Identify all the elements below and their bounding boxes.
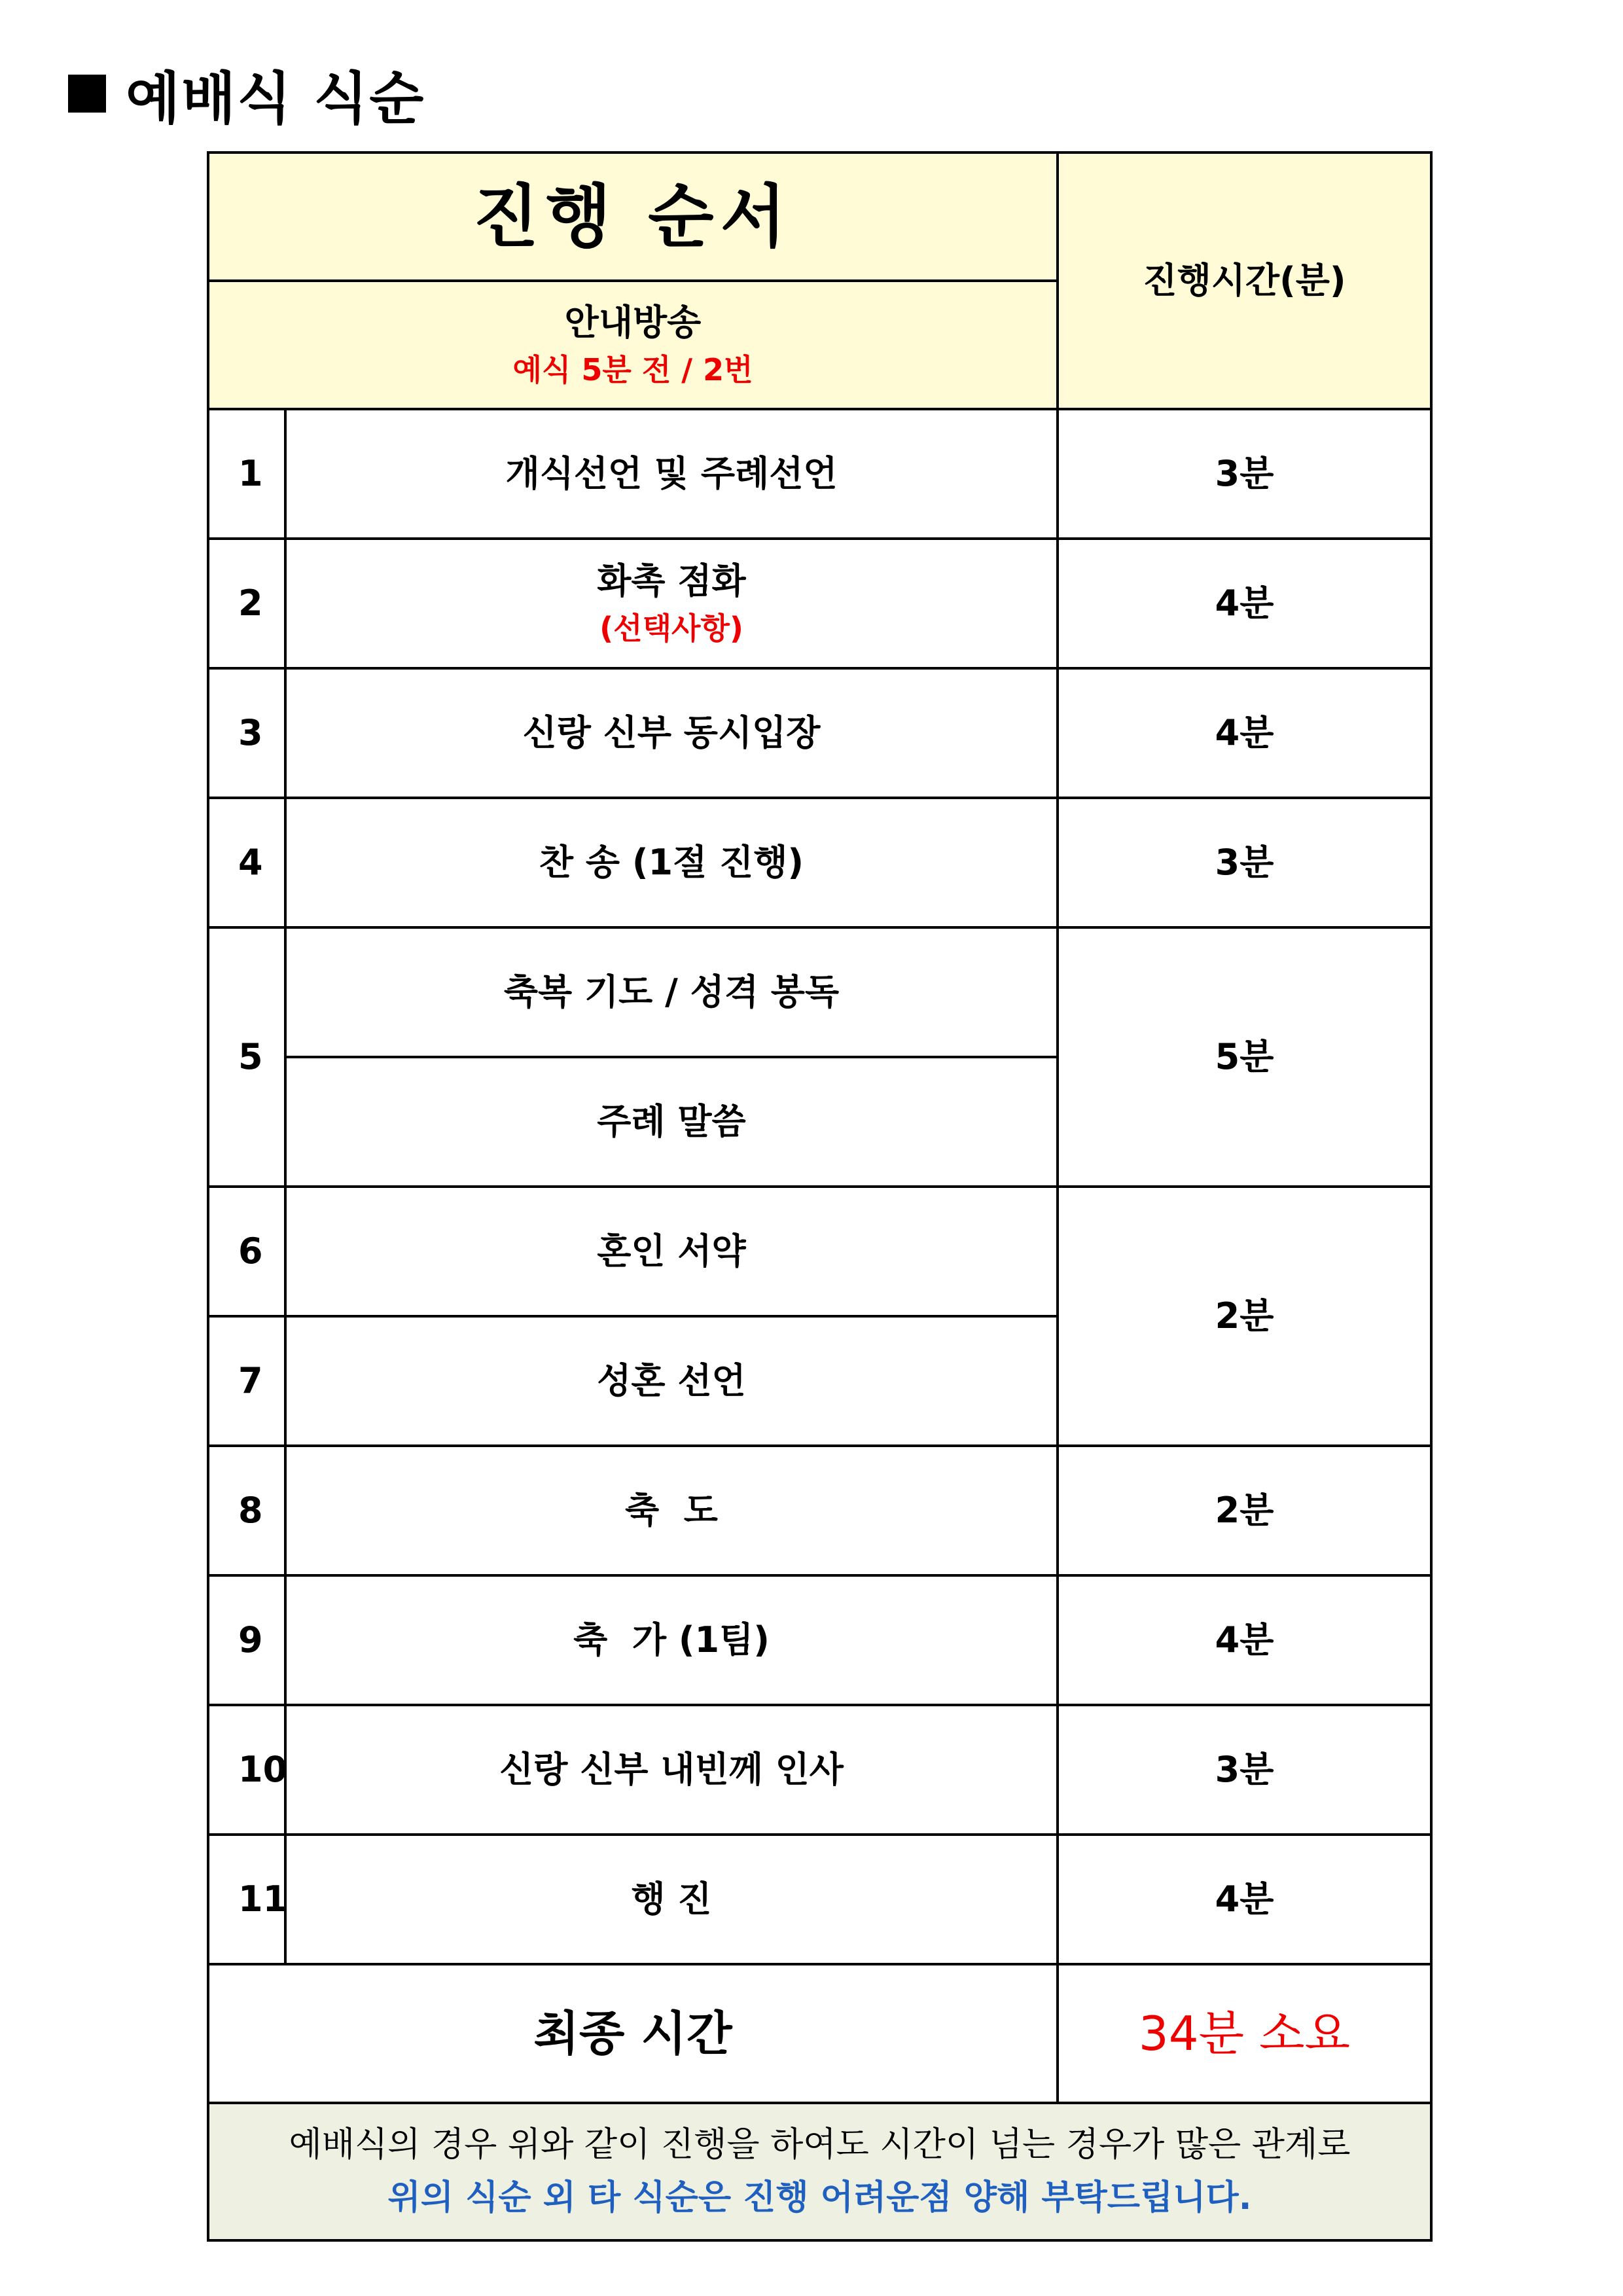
row-label: 성혼 선언 xyxy=(285,1316,1058,1446)
page-heading xyxy=(68,58,425,130)
row-time: 4분 xyxy=(1058,1835,1431,1964)
schedule-table xyxy=(207,151,1433,2242)
total-label: 최종 시간 xyxy=(208,1964,1058,2103)
row-number: 9 xyxy=(208,1575,285,1705)
square-bullet-icon xyxy=(68,75,106,113)
table-row xyxy=(208,1835,1431,1964)
table-row xyxy=(208,927,1431,1057)
broadcast-cell xyxy=(208,281,1058,409)
table-row xyxy=(208,1446,1431,1575)
row-time: 2분 xyxy=(1058,1446,1431,1575)
row-label: 개식선언 및 주례선언 xyxy=(285,409,1058,539)
table-title: 진행 순서 xyxy=(208,152,1058,281)
table-row xyxy=(208,1575,1431,1705)
table-row xyxy=(208,668,1431,798)
row-number: 2 xyxy=(208,539,285,668)
row-number: 7 xyxy=(208,1316,285,1446)
total-value: 34분 소요 xyxy=(1058,1964,1431,2103)
row-note: (선택사항) xyxy=(599,610,743,646)
row-number: 1 xyxy=(208,409,285,539)
row-label: 축 가 (1팀) xyxy=(285,1575,1058,1705)
table-row xyxy=(208,1187,1431,1316)
row-label: 혼인 서약 xyxy=(285,1187,1058,1316)
row-time: 2분 xyxy=(1058,1187,1431,1446)
row-time: 3분 xyxy=(1058,1705,1431,1835)
row-number: 8 xyxy=(208,1446,285,1575)
row-label: 주례 말씀 xyxy=(285,1057,1058,1187)
row-number: 11 xyxy=(208,1835,285,1964)
time-column-header: 진행시간(분) xyxy=(1058,152,1431,409)
table-row xyxy=(208,1705,1431,1835)
row-time: 4분 xyxy=(1058,1575,1431,1705)
row-label: 화촉 점화 xyxy=(597,560,746,601)
broadcast-note: 예식 5분 전 / 2번 xyxy=(512,351,753,387)
row-number: 5 xyxy=(208,927,285,1187)
row-time: 4분 xyxy=(1058,668,1431,798)
total-row xyxy=(208,1964,1431,2103)
footer-note xyxy=(208,2103,1431,2240)
row-time: 3분 xyxy=(1058,798,1431,927)
row-label: 신랑 신부 동시입장 xyxy=(285,668,1058,798)
row-label: 신랑 신부 내빈께 인사 xyxy=(285,1705,1058,1835)
row-number: 3 xyxy=(208,668,285,798)
table-row xyxy=(208,539,1431,668)
row-number: 6 xyxy=(208,1187,285,1316)
broadcast-label: 안내방송 xyxy=(564,302,702,343)
table-row xyxy=(208,409,1431,539)
row-time: 4분 xyxy=(1058,539,1431,668)
table-row xyxy=(208,798,1431,927)
row-label: 축 도 xyxy=(285,1446,1058,1575)
row-label-cell xyxy=(285,539,1058,668)
row-label: 축복 기도 / 성격 봉독 xyxy=(285,927,1058,1057)
row-time: 5분 xyxy=(1058,927,1431,1187)
heading-text: 예배식 식순 xyxy=(126,66,425,132)
row-time: 3분 xyxy=(1058,409,1431,539)
footer-line1: 예배식의 경우 위와 같이 진행을 하여도 시간이 넘는 경우가 많은 관계로 xyxy=(289,2125,1351,2165)
row-number: 4 xyxy=(208,798,285,927)
footer-row xyxy=(208,2103,1431,2240)
row-number: 10 xyxy=(208,1705,285,1835)
row-label: 행 진 xyxy=(285,1835,1058,1964)
footer-line2: 위의 식순 외 타 식순은 진행 어려운점 양해 부탁드립니다. xyxy=(387,2178,1252,2217)
row-label: 찬 송 (1절 진행) xyxy=(285,798,1058,927)
